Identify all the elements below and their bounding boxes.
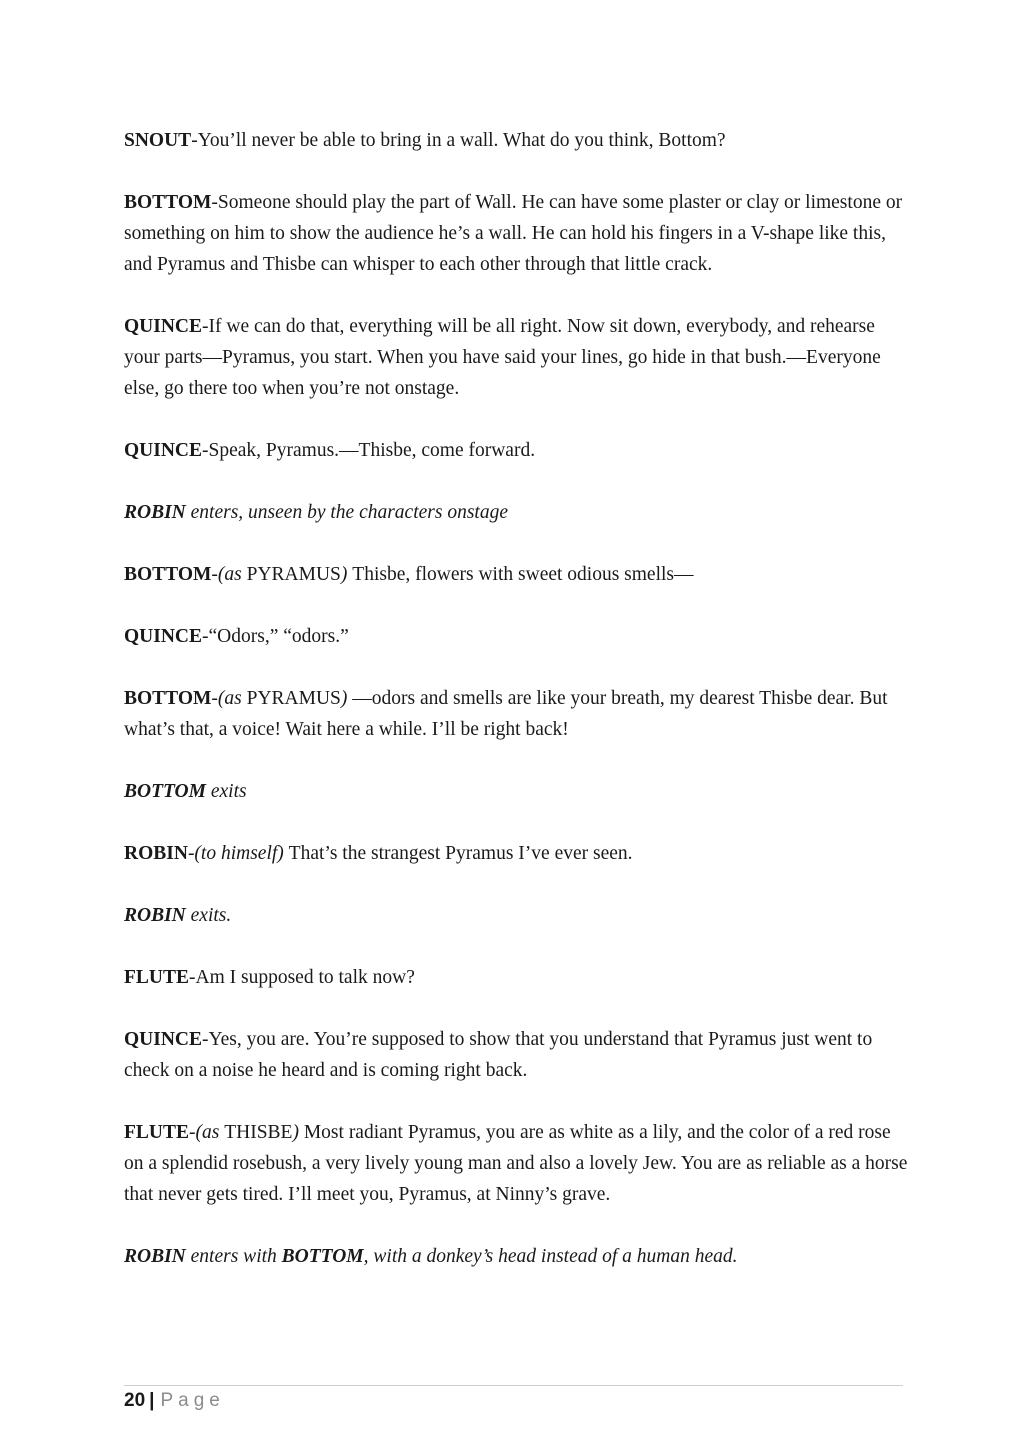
speaker-name: QUINCE [124, 316, 203, 337]
speaker-name: ROBIN [124, 843, 188, 864]
character-name: ROBIN [124, 502, 186, 523]
line-text: Am I supposed to talk now? [195, 967, 415, 988]
stage-text: enters, unseen by the characters onstage [185, 502, 508, 523]
line-text: That’s the strangest Pyramus I’ve ever seen. [288, 843, 633, 864]
dialogue-line [124, 1117, 914, 1210]
dialogue-line [124, 1024, 914, 1086]
separator: - [211, 192, 218, 213]
speaker-name: BOTTOM [124, 564, 212, 585]
character-name: ROBIN [124, 1246, 186, 1267]
speaker-name: FLUTE [124, 967, 190, 988]
page-footer [124, 1388, 225, 1414]
dialogue-line [124, 435, 914, 466]
dialogue-line [124, 311, 914, 404]
character-name: ROBIN [124, 905, 186, 926]
separator: - [189, 967, 196, 988]
line-text: Thisbe, flowers with sweet odious smells— [352, 564, 694, 585]
stage-text: enters with [185, 1246, 282, 1267]
character-name: BOTTOM [281, 1246, 364, 1267]
line-text: If we can do that, everything will be all right. Now sit down, everybody, and rehearse your parts—Pyramus, you start. When you have said your lines, go hide in that bush.—Everyone else, go there too when you’re not onstage. [124, 316, 881, 399]
stage-direction [124, 497, 914, 528]
direction-open: -(as [189, 1122, 225, 1143]
direction-close: ) [292, 1122, 304, 1143]
stage-text: exits. [185, 905, 232, 926]
line-text: “Odors,” “odors.” [208, 626, 349, 647]
page-label: Page [160, 1390, 225, 1411]
footer-divider [124, 1385, 903, 1386]
line-text: You’ll never be able to bring in a wall. What do you think, Bottom? [197, 130, 726, 151]
separator: - [202, 1029, 209, 1050]
line-text: —odors and smells are like your breath, my dearest Thisbe dear. But what’s that, a voice! Wait here a while. I’ll be right back! [124, 688, 888, 740]
direction-open: -(as [211, 688, 247, 709]
separator: - [202, 440, 209, 461]
line-text: Someone should play the part of Wall. He can have some plaster or clay or limestone or something on him to show the audience he’s a wall. He can hold his fingers in a V-shape like this, and Pyramus and Thisbe can whisper to each other through that little crack. [124, 192, 903, 275]
speaker-name: BOTTOM [124, 688, 212, 709]
footer-separator: | [149, 1390, 155, 1411]
line-text: Speak, Pyramus.—Thisbe, come forward. [208, 440, 536, 461]
separator: - [202, 626, 209, 647]
direction-close: ) [340, 564, 353, 585]
speaker-name: QUINCE [124, 440, 203, 461]
line-text: Yes, you are. You’re supposed to show that you understand that Pyramus just went to check on a noise he heard and is coming right back. [124, 1029, 873, 1081]
stage-text: exits [205, 781, 247, 802]
role-name: PYRAMUS [246, 688, 341, 709]
speaker-name: FLUTE [124, 1122, 190, 1143]
speaker-name: QUINCE [124, 626, 203, 647]
dialogue-line [124, 683, 914, 745]
role-name: PYRAMUS [246, 564, 341, 585]
script-body [124, 125, 914, 1303]
separator: - [191, 130, 198, 151]
direction: -(to himself) [187, 843, 289, 864]
direction-close: ) [340, 688, 353, 709]
dialogue-line [124, 838, 914, 869]
dialogue-line [124, 559, 914, 590]
dialogue-line [124, 962, 914, 993]
dialogue-line [124, 621, 914, 652]
dialogue-line [124, 125, 914, 156]
stage-direction [124, 776, 914, 807]
stage-text: , with a donkey’s head instead of a human head. [363, 1246, 738, 1267]
speaker-name: BOTTOM [124, 192, 212, 213]
speaker-name: SNOUT [124, 130, 192, 151]
speaker-name: QUINCE [124, 1029, 203, 1050]
role-name: THISBE [224, 1122, 293, 1143]
direction-open: -(as [211, 564, 247, 585]
dialogue-line [124, 187, 914, 280]
stage-direction [124, 900, 914, 931]
separator: - [202, 316, 209, 337]
stage-direction [124, 1241, 914, 1272]
character-name: BOTTOM [124, 781, 206, 802]
line-text: Most radiant Pyramus, you are as white as a lily, and the color of a red rose on a splendid rosebush, a very lively young man and also a lovely Jew. You are as reliable as a horse that never gets tired. I’ll meet you, Pyramus, at Ninny’s grave. [124, 1122, 908, 1205]
page-number: 20 [124, 1390, 146, 1411]
